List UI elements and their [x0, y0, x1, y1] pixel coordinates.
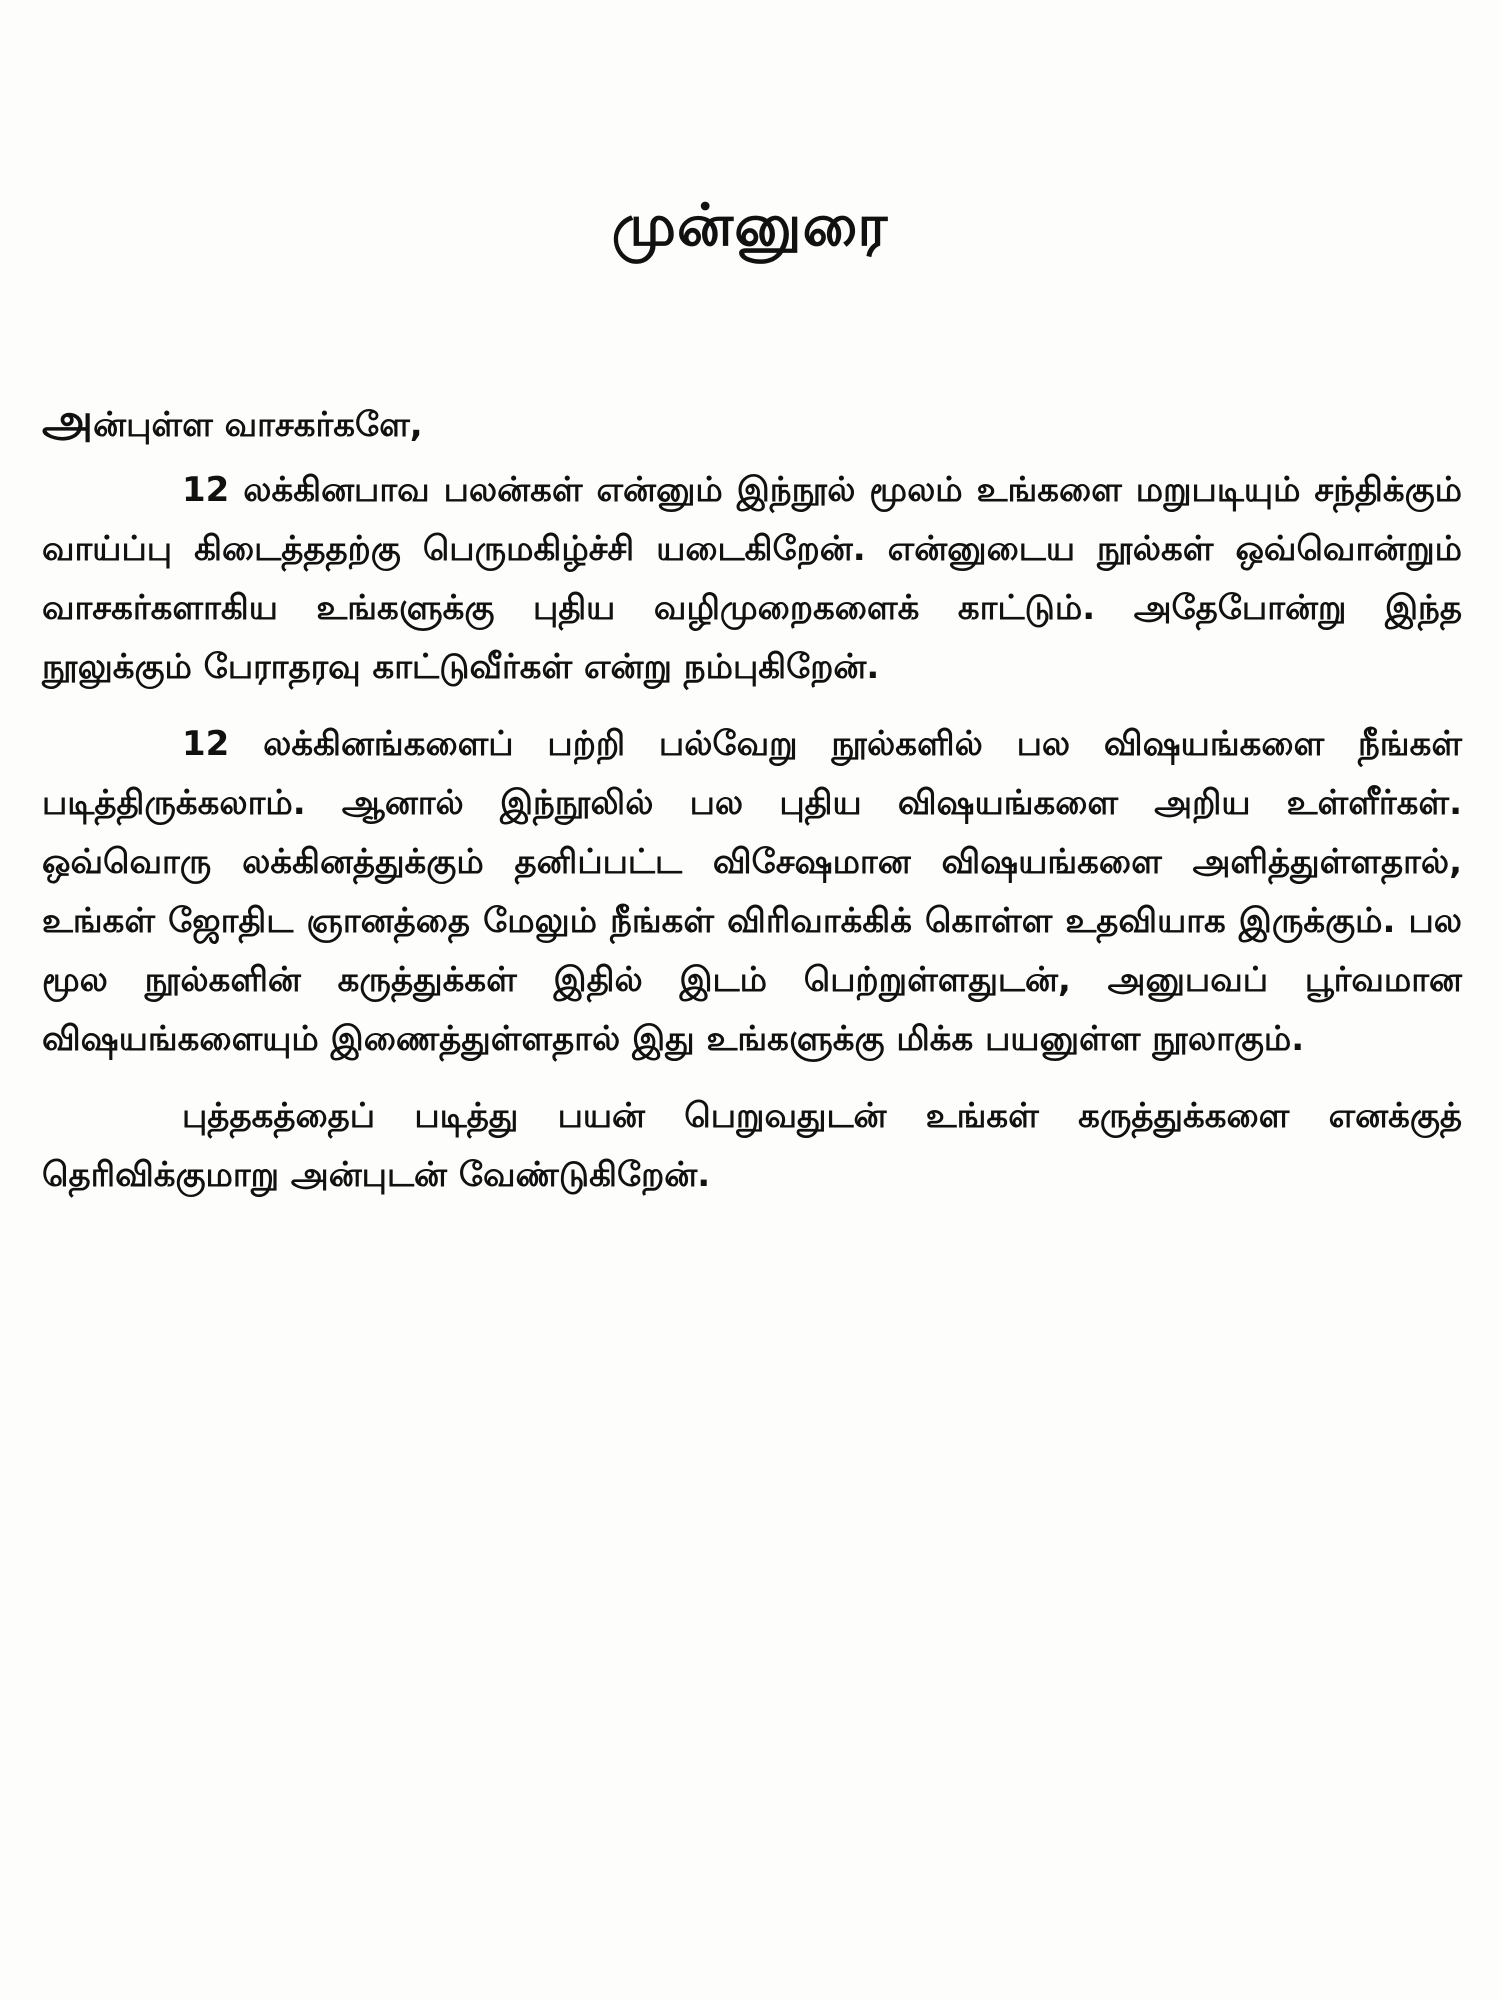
preface-body [42, 385, 1462, 1223]
salutation-initial: அ [42, 393, 94, 447]
salutation-text: ன்புள்ள வாசகர்களே, [93, 405, 423, 445]
paragraph-3: புத்தகத்தைப் படித்து பயன் பெறுவதுடன் உங்கள் கருத்துக்களை எனக்குத் தெரிவிக்குமாறு அன்புடன் வேண்டுகிறேன். [42, 1096, 1462, 1195]
paragraph-2: 12 லக்கினங்களைப் பற்றி பல்வேறு நூல்களில் பல விஷயங்களை நீங்கள் படித்திருக்கலாம். ஆனால் இந்நூலில் பல புதிய விஷயங்களை அறிய உள்ளீர்கள். ஒவ்வொரு லக்கினத்துக்கும் தனிப்பட்ட விசேஷமான விஷயங்களை அளித்துள்ளதால், உங்கள் ஜோதிட ஞானத்தை மேலும் நீங்கள் விரிவாக்கிக் கொள்ள உதவியாக இருக்கும். பல மூல நூல்களின் கருத்துக்கள் இதில் இடம் பெற்றுள்ளதுடன், அனுபவப் பூர்வமான விஷயங்களையும் இணைத்துள்ளதால் இது உங்களுக்கு மிக்க பயனுள்ள நூலாகும். [42, 724, 1462, 1059]
paragraph-1: 12 லக்கினபாவ பலன்கள் என்னும் இந்நூல் மூலம் உங்களை மறுபடியும் சந்திக்கும் வாய்ப்பு கிடைத்ததற்கு பெருமகிழ்ச்சி யடைகிறேன். என்னுடைய நூல்கள் ஒவ்வொன்றும் வாசகர்களாகிய உங்களுக்கு புதிய வழிமுறைகளைக் காட்டும். அதேபோன்று இந்த நூலுக்கும் பேராதரவு காட்டுவீர்கள் என்று நம்புகிறேன். [42, 470, 1462, 687]
salutation [42, 385, 1462, 455]
page-title: முன்னுரை [611, 191, 889, 259]
